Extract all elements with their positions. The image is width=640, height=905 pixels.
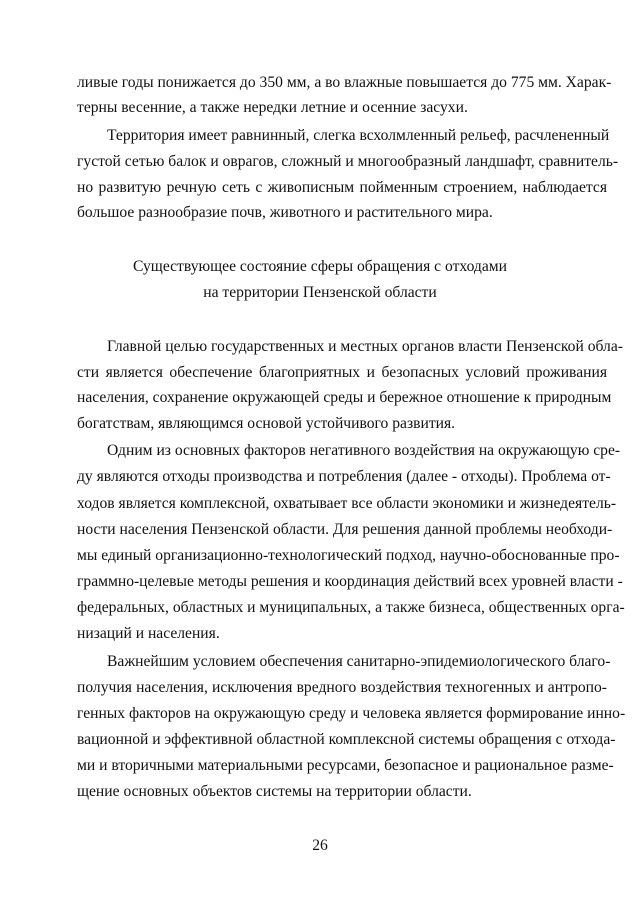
paragraph-line: Территория имеет равнинный, слегка всхолмленный рельеф, расчлененный <box>107 127 610 144</box>
paragraph-line: терны весенние, а также нередки летние и осенние засухи. <box>77 99 468 116</box>
paragraph-line: получия населения, исключения вредного воздействия техногенных и антропо- <box>77 679 607 696</box>
paragraph-line: Одним из основных факторов негативного воздействия на окружающую сре- <box>107 442 621 459</box>
paragraph-line: щение основных объектов системы на территории области. <box>77 783 472 800</box>
paragraph-line: густой сетью балок и оврагов, сложный и многообразный ландшафт, сравнитель- <box>77 153 619 170</box>
paragraph-line: ду являются отходы производства и потребления (далее - отходы). Проблема от- <box>77 468 611 485</box>
section-heading: Существующее состояние сферы обращения с отходами <box>133 258 507 275</box>
paragraph-line: генных факторов на окружающую среду и человека является формирование инно- <box>77 705 626 722</box>
paragraph-line: Главной целью государственных и местных органов власти Пензенской обла- <box>107 338 623 355</box>
paragraph-line: Важнейшим условием обеспечения санитарно-эпидемиологического благо- <box>107 653 611 670</box>
paragraph-line: федеральных, областных и муниципальных, а также бизнеса, общественных орга- <box>77 599 625 616</box>
paragraph-line: низаций и населения. <box>77 625 220 642</box>
paragraph-line: но развитую речную сеть с живописным пойменным строением, наблюдается <box>77 179 607 196</box>
page-number: 26 <box>312 837 328 854</box>
paragraph-line: граммно-целевые методы решения и координация действий всех уровней власти - <box>77 573 623 590</box>
paragraph-line: ности населения Пензенской области. Для решения данной проблемы необходи- <box>77 521 613 538</box>
paragraph-line: сти является обеспечение благоприятных и безопасных условий проживания <box>77 364 607 381</box>
paragraph-line: ми и вторичными материальными ресурсами, безопасное и рациональное разме- <box>77 757 614 774</box>
paragraph-line: богатствам, являющимся основой устойчивого развития. <box>77 415 456 432</box>
section-heading: на территории Пензенской области <box>203 284 437 301</box>
paragraph-line: населения, сохранение окружающей среды и бережное отношение к природным <box>77 389 612 406</box>
paragraph-line: мы единый организационно-технологический подход, научно-обоснованные про- <box>77 547 620 564</box>
paragraph-line: ливые годы понижается до 350 мм, а во влажные повышается до 775 мм. Харак- <box>77 74 612 91</box>
paragraph-line: большое разнообразие почв, животного и растительного мира. <box>77 204 493 221</box>
paragraph-line: вационной и эффективной областной комплексной системы обращения с отхода- <box>77 731 616 748</box>
paragraph-line: ходов является комплексной, охватывает все области экономики и жизнедеятель- <box>77 495 617 512</box>
